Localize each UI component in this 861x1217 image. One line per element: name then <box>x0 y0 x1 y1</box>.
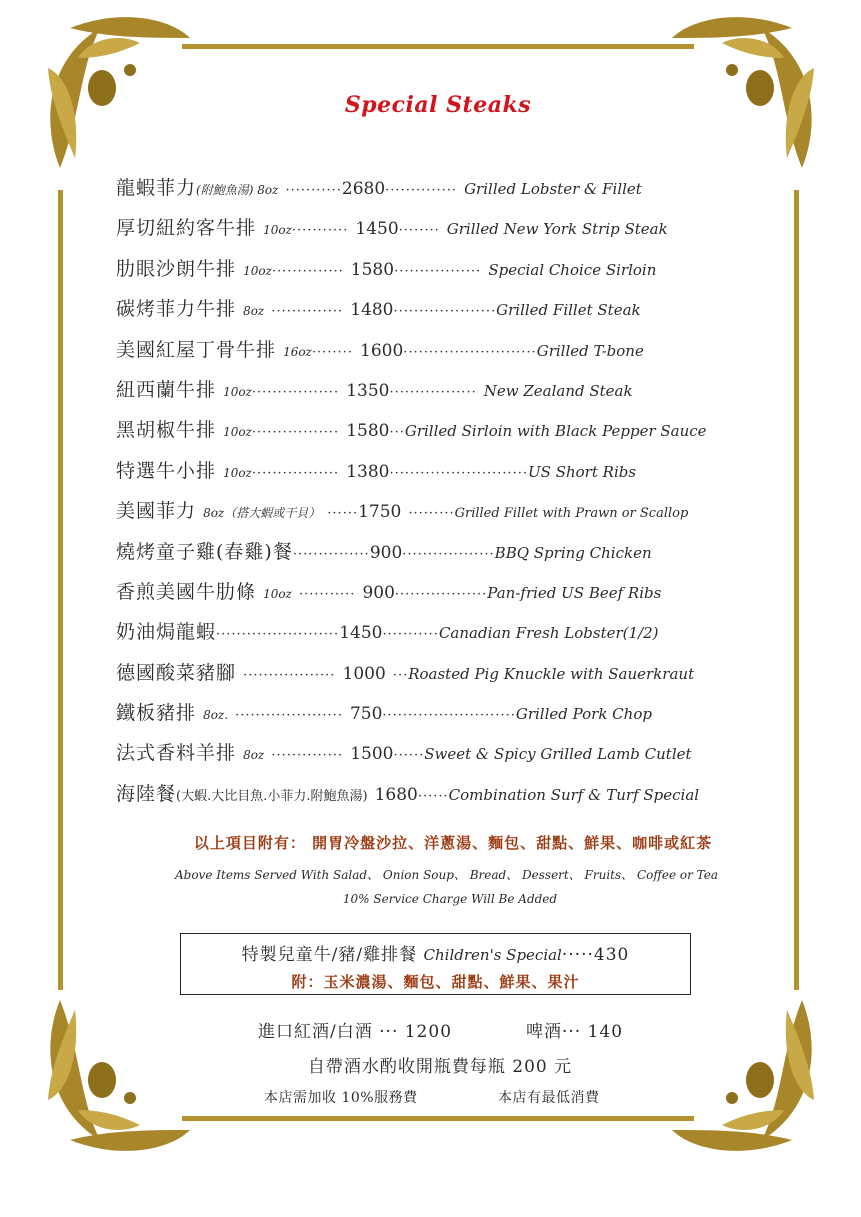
item-price: 1500 <box>350 744 394 765</box>
item-name-en: Roasted Pig Knuckle with Sauerkraut <box>408 664 695 683</box>
leader-dots: ···················· <box>393 304 497 320</box>
item-name-en: Canadian Fresh Lobster(1/2) <box>438 624 659 643</box>
item-price: 1450 <box>339 623 383 644</box>
leader-dots: ········· <box>408 506 455 522</box>
item-note: 8oz. <box>203 708 229 723</box>
leader-dots: ········ <box>398 223 440 239</box>
frame-bottom-line <box>182 1116 694 1121</box>
item-name-en: Grilled T-bone <box>536 341 644 360</box>
item-name-en: New Zealand Steak <box>483 381 633 400</box>
leader-dots: ··········· <box>285 183 342 198</box>
menu-item <box>116 249 776 289</box>
item-name-zh: 德國酸菜豬腳 <box>116 661 237 684</box>
menu-item <box>116 653 776 693</box>
leader-dots: ········ <box>311 344 353 360</box>
wine-price: 進口紅酒/白酒 ··· 1200 <box>258 1022 453 1042</box>
item-name-en: Pan-fried US Beef Ribs <box>487 583 662 602</box>
leader-dots: ················· <box>251 465 340 481</box>
leader-dots: ················· <box>394 263 482 279</box>
item-note: 10oz <box>263 223 292 238</box>
leader-dots: ·················· <box>243 667 336 683</box>
item-note: 10oz <box>263 586 292 601</box>
item-price: 1000 <box>342 663 386 684</box>
leader-dots: ················· <box>389 384 477 400</box>
menu-item <box>116 451 776 491</box>
children-special-line <box>181 940 690 965</box>
menu-title: Special Steaks <box>344 92 532 118</box>
leader-dots: ·············· <box>271 304 344 320</box>
item-name-en: Grilled Fillet Steak <box>496 301 641 320</box>
leader-dots: ··························· <box>389 465 529 481</box>
item-name-en: US Short Ribs <box>528 462 637 481</box>
leader-dots: ····················· <box>235 708 343 724</box>
leader-dots: ·················· <box>394 586 488 602</box>
leader-dots: ·············· <box>271 263 344 279</box>
item-name-zh: 碳烤菲力牛排 <box>116 298 237 321</box>
menu-item <box>116 532 776 572</box>
item-price: 1750 <box>358 502 402 523</box>
leader-dots: ························ <box>216 627 340 643</box>
item-name-zh: 美國菲力 <box>116 500 197 523</box>
item-note: 8oz <box>243 748 265 763</box>
corkage-fee: 自帶酒水酌收開瓶費每瓶 200 元 <box>307 1057 573 1077</box>
menu-item <box>116 491 776 531</box>
item-name-en: Grilled Pork Chop <box>515 705 652 724</box>
item-price: 2680 <box>341 179 386 199</box>
leader-dots: ··· <box>392 667 409 683</box>
menu-item <box>116 410 776 450</box>
item-price: 1480 <box>350 300 394 321</box>
children-special-en: Children's Special <box>423 946 562 964</box>
item-name-en: BBQ Spring Chicken <box>494 543 652 562</box>
menu-item <box>116 612 776 652</box>
item-name-zh: 特選牛小排 <box>116 459 217 482</box>
item-price: 750 <box>349 704 383 725</box>
item-price: 1350 <box>346 380 390 401</box>
item-note: 8oz <box>243 304 265 319</box>
item-price: 1450 <box>355 219 399 240</box>
leader-dots: ··············· <box>292 546 370 562</box>
item-note: 10oz <box>243 263 272 278</box>
service-fee-note: 本店需加收 10%服務費 <box>264 1090 418 1106</box>
menu-item <box>116 168 776 208</box>
item-name-zh: 黑胡椒牛排 <box>116 419 217 442</box>
item-name-en: Grilled New York Strip Steak <box>446 220 668 239</box>
menu-item <box>116 370 776 410</box>
item-note: 10oz <box>223 384 252 399</box>
item-note: 10oz <box>223 465 252 480</box>
item-note: 10oz <box>223 425 252 440</box>
menu-item <box>116 208 776 248</box>
item-name-zh: 紐西蘭牛排 <box>116 378 217 401</box>
item-price: 1680 <box>374 784 418 805</box>
menu-item <box>116 733 776 773</box>
children-special-includes: 附：玉米濃湯、麵包、甜點、鮮果、果汁 <box>291 973 580 991</box>
item-name-en: Special Choice Sirloin <box>488 260 657 279</box>
children-special-zh: 特製兒童牛/豬/雞排餐 <box>241 945 418 965</box>
item-price: 900 <box>362 582 395 603</box>
leader-dots: ·························· <box>403 344 537 360</box>
menu-item <box>116 693 776 733</box>
item-name-en: Combination Surf & Turf Special <box>448 785 700 804</box>
item-name-zh: 海陸餐 <box>116 782 177 805</box>
frame-top-line <box>182 44 694 49</box>
leader-dots: ······ <box>393 748 425 764</box>
leader-dots: ··· <box>389 425 405 441</box>
item-name-zh: 鐵板豬排 <box>116 702 197 725</box>
item-name-zh: 香煎美國牛肋條 <box>116 580 257 603</box>
menu-item <box>116 330 776 370</box>
item-price: 1580 <box>346 421 390 442</box>
leader-dots: ·············· <box>385 183 458 198</box>
includes-en: Above Items Served With Salad、 Onion Soup、 Bread、 Dessert、 Fruits、 Coffee or Tea <box>174 868 719 882</box>
leader-dots: ··········· <box>291 223 349 239</box>
leader-dots: ··········· <box>382 627 439 643</box>
item-name-zh: 厚切紐約客牛排 <box>116 217 257 240</box>
item-price: 1600 <box>360 340 404 361</box>
leader-dots: ·············· <box>271 748 344 764</box>
item-name-zh: 奶油焗龍蝦 <box>116 621 217 644</box>
beer-price: 啤酒··· 140 <box>526 1022 624 1042</box>
item-name-en: Grilled Sirloin with Black Pepper Sauce <box>404 422 707 441</box>
children-special-box <box>180 933 691 995</box>
item-name-zh: 燒烤童子雞(春雞)餐 <box>116 540 293 563</box>
leader-dots: ················· <box>251 425 340 441</box>
item-price: 900 <box>369 542 403 563</box>
leader-dots: ·························· <box>382 708 516 724</box>
item-note: (大蝦.大比目魚.小菲力.附鮑魚湯) <box>176 788 368 804</box>
leader-dots: ··········· <box>298 586 356 602</box>
item-name-en: Grilled Fillet with Prawn or Scallop <box>454 506 689 522</box>
menu-item <box>116 289 776 329</box>
item-note: 16oz <box>283 344 312 359</box>
item-name-zh: 肋眼沙朗牛排 <box>116 257 237 280</box>
menu-list <box>116 168 776 814</box>
minimum-charge-note: 本店有最低消費 <box>498 1090 600 1106</box>
leader-dots: ······ <box>327 506 359 522</box>
item-note: 8oz（搭大蝦或干貝） <box>203 506 321 521</box>
item-price: 1580 <box>350 259 395 280</box>
children-special-price: 430 <box>593 945 630 965</box>
item-name-zh: 美國紅屋丁骨牛排 <box>116 338 277 361</box>
includes-zh: 以上項目附有： 開胃冷盤沙拉、洋蔥湯、麵包、甜點、鮮果、咖啡或紅茶 <box>193 834 713 852</box>
item-name-zh: 法式香料羊排 <box>116 742 237 765</box>
item-name-en: Sweet & Spicy Grilled Lamb Cutlet <box>424 745 692 764</box>
leader-dots: ················· <box>251 384 340 400</box>
leader-dots: ······ <box>417 788 449 804</box>
item-note: (附鮑魚湯) 8oz <box>196 183 279 197</box>
item-name-en: Grilled Lobster & Fillet <box>464 180 642 198</box>
item-price: 1380 <box>346 461 390 482</box>
item-name-zh: 龍蝦菲力 <box>116 177 197 199</box>
menu-item <box>116 774 776 814</box>
leader-dots: ·················· <box>402 546 495 562</box>
leader-dots: ····· <box>561 945 594 965</box>
menu-item <box>116 572 776 612</box>
service-charge-note: 10% Service Charge Will Be Added <box>342 892 558 906</box>
